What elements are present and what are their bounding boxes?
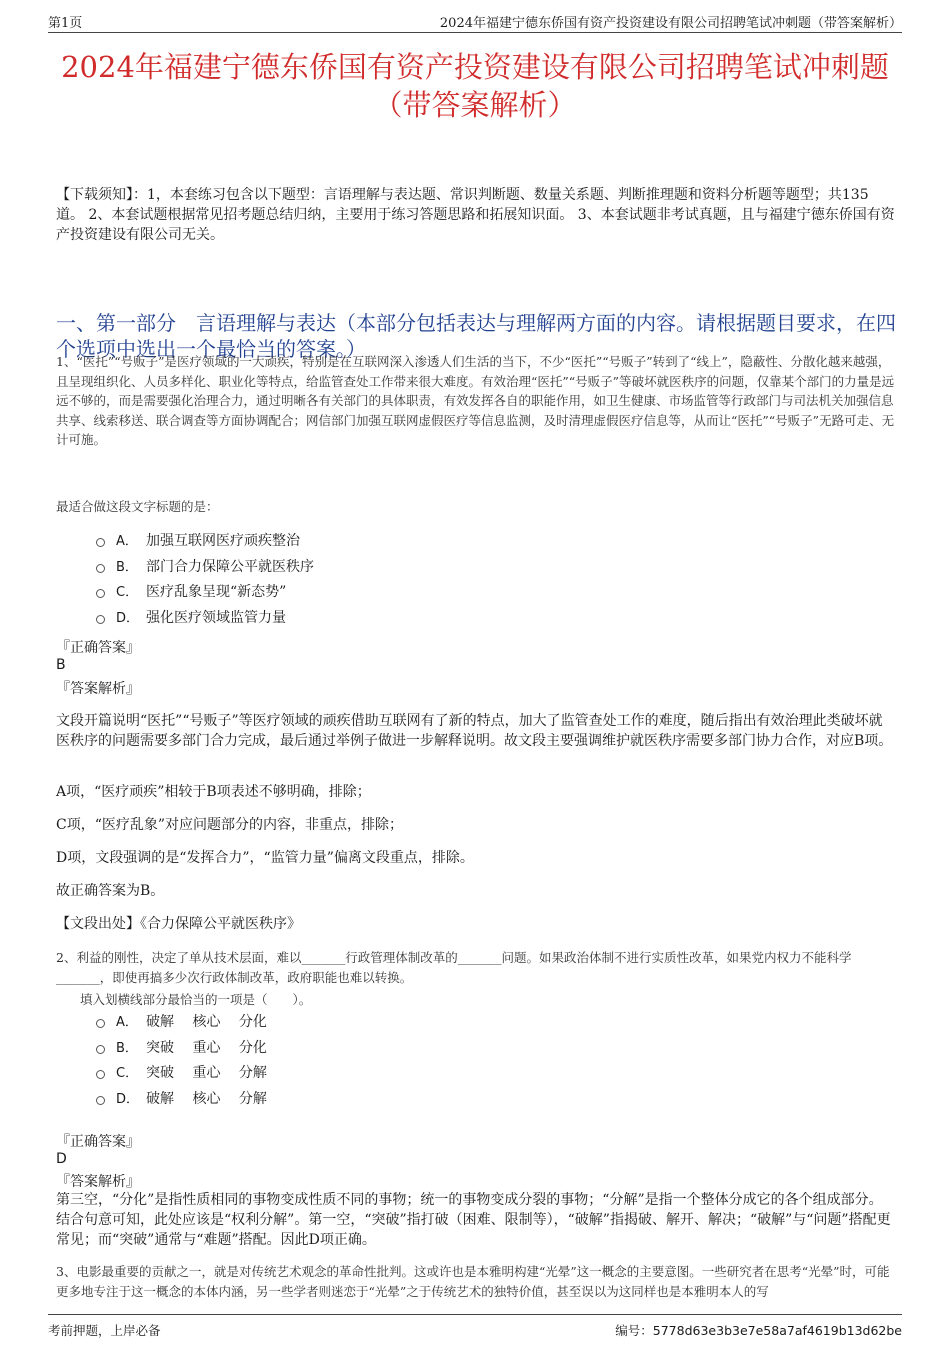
analysis-paragraph: 文段开篇说明“医托”“号贩子”等医疗领域的顽疾借助互联网有了新的特点，加大了监管查处工作的难度，随后指出有效治理此类破坏就医秩序的问题需要多部门合力完成，最后通过举例子做进一步解释说明。故文段主要强调维护就医秩序需要多部门协力合作，对应B项。 <box>56 713 893 749</box>
analysis-paragraph: C项，“医疗乱象”对应问题部分的内容，非重点，排除； <box>56 817 404 833</box>
analysis-label: 『答案解析』 <box>56 681 140 697</box>
question-2-options <box>96 1010 596 1112</box>
radio-icon[interactable] <box>96 1096 105 1105</box>
question-1-options <box>96 529 596 631</box>
document-code: 编号：5778d63e3b3e7e58a7af4619b13d62be <box>615 1323 902 1338</box>
question-2-instruction: 填入划横线部分最恰当的一项是（ ）。 <box>80 992 312 1007</box>
option-b[interactable]: B． 部门合力保障公平就医秩序 <box>96 555 596 581</box>
option-c[interactable]: C． 突破 重心 分解 <box>96 1061 596 1087</box>
analysis-label: 『答案解析』 <box>56 1174 140 1190</box>
answer-value: B <box>56 657 66 673</box>
download-notice: 【下载须知】：1，本套练习包含以下题型：言语理解与表达题、常识判断题、数量关系题、判断推理题和资料分析题等题型；共135道。 2、本套试题根据常见招考题总结归纳，主要用于练习答题思路和拓展知识面。 3、本套试题非考试真题，且与福建宁德东侨国有资产投资建设有限公司无关。 <box>56 187 895 243</box>
radio-icon[interactable] <box>96 1070 105 1079</box>
analysis-paragraph: 故正确答案为B。 <box>56 883 165 899</box>
option-d[interactable]: D． 破解 核心 分解 <box>96 1087 596 1113</box>
answer-label: 『正确答案』 <box>56 1134 140 1150</box>
option-a[interactable]: A． 破解 核心 分化 <box>96 1010 596 1036</box>
analysis-paragraph: D项，文段强调的是“发挥合力”，“监管力量”偏离文段重点，排除。 <box>56 850 474 866</box>
question-3-stem: 3、电影最重要的贡献之一，就是对传统艺术观念的革命性批判。这或许也是本雅明构建“光晕”这一概念的主要意图。一些研究者在思考“光晕”时，可能更多地专注于这一概念的本体内涵，另一些学者则迷恋于“光晕”之于传统艺术的独特价值，甚至误以为这同样也是本雅明本人的写 <box>56 1264 890 1299</box>
question-1-stem: 1、“医托”“号贩子”是医疗领域的一大顽疾，特别是在互联网深入渗透人们生活的当下，不少“医托”“号贩子”转到了“线上”，隐蔽性、分散化越来越强，且呈现组织化、人员多样化、职业化等特点，给监管查处工作带来很大难度。有效治理“医托”“号贩子”等破坏就医秩序的问题，仅靠某个部门的力量是远远不够的，而是需要强化治理合力，通过明晰各有关部门的具体职责，有效发挥各自的职能作用，如卫生健康、市场监管等行政部门与司法机关加强信息共享、线索移送、联合调查等方面协调配合；网信部门加强互联网虚假医疗等信息监测，及时清理虚假医疗信息等，从而让“医托”“号贩子”无路可走、无计可施。 <box>56 354 895 447</box>
option-c[interactable]: C． 医疗乱象呈现“新态势” <box>96 580 596 606</box>
footer-slogan: 考前押题，上岸必备 <box>48 1323 161 1338</box>
header-doc-title: 2024年福建宁德东侨国有资产投资建设有限公司招聘笔试冲刺题（带答案解析） <box>439 16 902 31</box>
option-d[interactable]: D． 强化医疗领域监管力量 <box>96 606 596 632</box>
radio-icon[interactable] <box>96 1019 105 1028</box>
radio-icon[interactable] <box>96 615 105 624</box>
analysis-paragraph: 第三空，“分化”是指性质相同的事物变成性质不同的事物；统一的事物变成分裂的事物；“分解”是指一个整体分成它的各个组成部分。结合句意可知，此处应该是“权利分解”。第一空，“突破”指打破（困难、限制等），“破解”指揭破、解开、解决；“破解”与“问题”搭配更常见；而“突破”通常与“难题”搭配。因此D项正确。 <box>56 1192 891 1248</box>
option-a[interactable]: A． 加强互联网医疗顽疾整治 <box>96 529 596 555</box>
page-header <box>48 8 902 33</box>
analysis-paragraph: A项，“医疗顽疾”相较于B项表述不够明确，排除； <box>56 784 371 800</box>
answer-label: 『正确答案』 <box>56 640 140 656</box>
radio-icon[interactable] <box>96 1045 105 1054</box>
option-b[interactable]: B． 突破 重心 分化 <box>96 1036 596 1062</box>
radio-icon[interactable] <box>96 589 105 598</box>
radio-icon[interactable] <box>96 538 105 547</box>
question-2-stem: 2、利益的刚性，决定了单从技术层面，难以_______行政管理体制改革的_______问题。如果政治体制不进行实质性改革，如果党内权力不能科学_______，即使再搞多少次行政体制改革，政府职能也难以转换。 <box>56 950 852 985</box>
section-heading: 一、第一部分 言语理解与表达（本部分包括表达与理解两方面的内容。请根据题目要求，在四个选项中选出一个最恰当的答案。） <box>56 311 896 361</box>
page-number: 第1页 <box>48 16 83 31</box>
page-footer <box>48 1314 902 1345</box>
answer-value: D <box>56 1151 67 1167</box>
document-title: 2024年福建宁德东侨国有资产投资建设有限公司招聘笔试冲刺题（带答案解析） <box>61 50 889 122</box>
radio-icon[interactable] <box>96 564 105 573</box>
question-1-ask: 最适合做这段文字标题的是： <box>56 499 219 514</box>
source-citation: 【文段出处】《合力保障公平就医秩序》 <box>56 916 301 932</box>
